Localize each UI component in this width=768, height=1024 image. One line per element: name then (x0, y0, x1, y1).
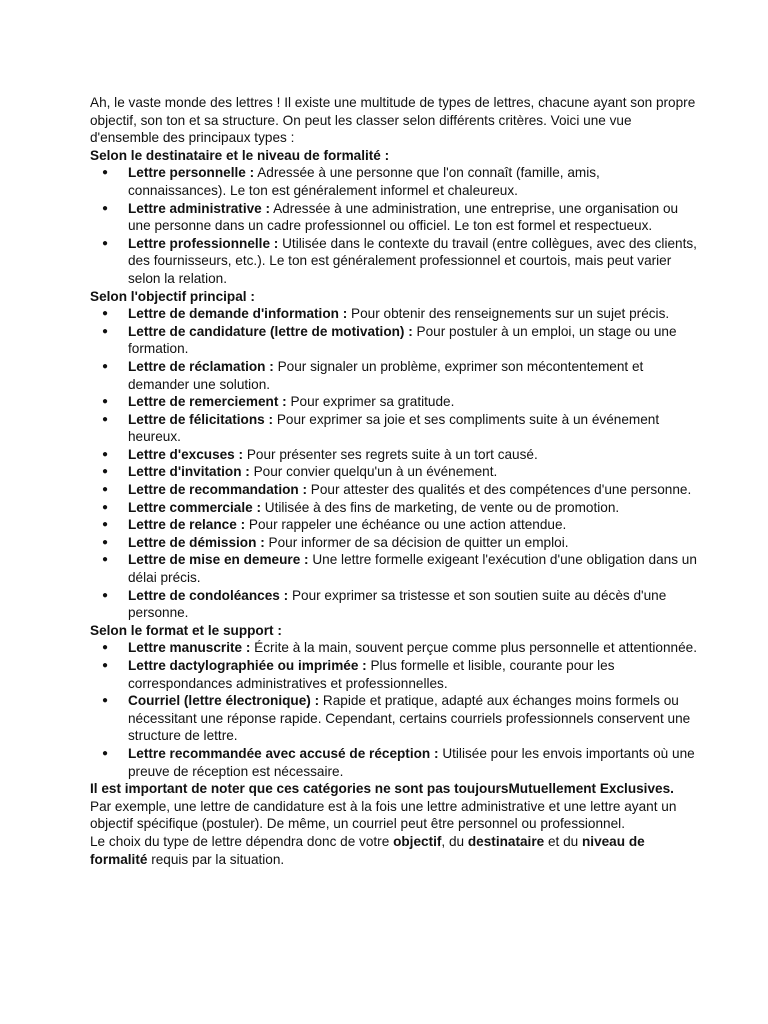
item-desc: Écrite à la main, souvent perçue comme plus personnelle et attentionnée. (254, 640, 697, 656)
list-item (128, 393, 698, 411)
conclusion-part-3: et du (547, 833, 579, 849)
item-desc: Utilisée pour les envois importants où une preuve de réception est nécessaire. (128, 745, 695, 779)
list-item (128, 305, 698, 323)
conclusion-paragraph (90, 833, 698, 868)
item-term: Lettre d'invitation : (128, 464, 250, 480)
section-heading-objective: Selon l'objectif principal : (90, 288, 255, 304)
item-desc: Pour présenter ses regrets suite à un tort causé. (246, 446, 538, 462)
list-item (128, 587, 698, 622)
list-recipient (90, 164, 698, 287)
item-desc: Adressée à une personne que l'on connaît (famille, amis, connaissances). Le ton est généralement informel et chaleureux. (128, 165, 600, 198)
item-term: Lettre de mise en demeure : (128, 552, 309, 568)
item-desc: Pour exprimer sa joie et ses compliments suite à un événement heureux. (128, 411, 660, 445)
list-objective (90, 305, 698, 622)
item-term: Lettre commerciale : (128, 499, 261, 515)
list-item (128, 200, 698, 235)
item-term: Lettre d'excuses : (128, 446, 244, 462)
item-desc: Pour signaler un problème, exprimer son mécontentement et demander une solution. (128, 358, 644, 392)
item-term: Lettre de réclamation : (128, 358, 274, 374)
item-desc: Pour attester des qualités et des compétences d'une personne. (310, 482, 692, 498)
item-term: Courriel (lettre électronique) : (128, 693, 320, 709)
list-item (128, 481, 698, 499)
item-desc: Plus formelle et lisible, courante pour les correspondances administratives et professionnelles. (128, 658, 615, 691)
item-term: Lettre professionnelle : (128, 235, 279, 251)
item-term: Lettre dactylographiée ou imprimée : (128, 658, 367, 673)
note-paragraph (90, 780, 698, 833)
item-term: Lettre de remerciement : (128, 394, 287, 410)
conclusion-part-4: requis par la situation. (151, 851, 285, 867)
list-format (90, 639, 698, 780)
list-item (128, 745, 698, 780)
item-desc: Pour obtenir des renseignements sur un sujet précis. (351, 306, 670, 322)
list-item (128, 323, 698, 358)
item-term: Lettre de recommandation : (128, 482, 308, 498)
list-item (128, 358, 698, 393)
item-term: Lettre de relance : (128, 517, 246, 533)
list-item (128, 516, 698, 534)
item-desc: Une lettre formelle exigeant l'exécution d'une obligation dans un délai précis. (128, 552, 697, 586)
conclusion-part-2: , du (441, 833, 465, 849)
list-item (128, 639, 698, 657)
note-emphasis: Il est important de noter que ces catégories ne sont pas toujoursMutuellement Exclusives. (90, 781, 674, 797)
keyword-objectif: objectif (393, 833, 442, 849)
list-item (128, 463, 698, 481)
list-item (128, 499, 698, 517)
keyword-destinataire: destinataire (467, 833, 545, 849)
item-term: Lettre personnelle : (128, 165, 255, 181)
intro-paragraph: Ah, le vaste monde des lettres ! Il existe une multitude de types de lettres, chacune ayant son propre objectif, son ton et sa structure. On peut les classer selon différents critères. Voici une vue d'ensemble des principaux types : (90, 95, 696, 146)
item-desc: Pour informer de sa décision de quitter un emploi. (268, 534, 569, 550)
item-term: Lettre de félicitations : (128, 411, 274, 427)
keyword-niveau-de-formalite: niveau de formalité (90, 833, 645, 867)
item-desc: Utilisée dans le contexte du travail (entre collègues, avec des clients, des fournisseurs, etc.). Le ton est généralement professionnel et courtois, mais peut varier selon la relation. (128, 235, 697, 286)
note-text: Par exemple, une lettre de candidature est à la fois une lettre administrative et une lettre ayant un objectif spécifique (postuler). De même, un courriel peut être personnel ou professionnel. (90, 798, 677, 832)
list-item (128, 446, 698, 464)
list-item (128, 534, 698, 552)
item-term: Lettre de candidature (lettre de motivation) : (128, 323, 413, 339)
list-item (128, 657, 698, 692)
item-desc: Pour exprimer sa tristesse et son soutien suite au décès d'une personne. (128, 587, 667, 621)
item-term: Lettre de démission : (128, 534, 265, 550)
item-term: Lettre administrative : (128, 200, 271, 216)
item-desc: Pour rappeler une échéance ou une action attendue. (248, 517, 567, 533)
item-term: Lettre de demande d'information : (128, 306, 348, 322)
section-heading-recipient: Selon le destinataire et le niveau de formalité : (90, 147, 390, 163)
item-desc: Pour convier quelqu'un à un événement. (253, 464, 498, 480)
item-term: Lettre manuscrite : (128, 640, 251, 656)
list-item (128, 235, 698, 288)
item-term: Lettre de condoléances : (128, 587, 289, 603)
item-desc: Pour postuler à un emploi, un stage ou une formation. (128, 323, 677, 357)
conclusion-part-1: Le choix du type de lettre dépendra donc de votre (90, 833, 390, 849)
item-desc: Utilisée à des fins de marketing, de vente ou de promotion. (264, 499, 620, 515)
list-item (128, 692, 698, 745)
item-desc: Rapide et pratique, adapté aux échanges moins formels ou nécessitant une réponse rapide. Cependant, certains courriels professionnels conservent une structure de lettre. (128, 693, 691, 744)
section-heading-format: Selon le format et le support : (90, 622, 282, 638)
list-item (128, 551, 698, 586)
item-desc: Pour exprimer sa gratitude. (290, 394, 455, 410)
item-term: Lettre recommandée avec accusé de réception : (128, 745, 439, 761)
list-item (128, 164, 698, 199)
item-desc: Adressée à une administration, une entreprise, une organisation ou une personne dans un cadre professionnel ou officiel. Le ton est formel et respectueux. (128, 200, 679, 234)
list-item (128, 411, 698, 446)
